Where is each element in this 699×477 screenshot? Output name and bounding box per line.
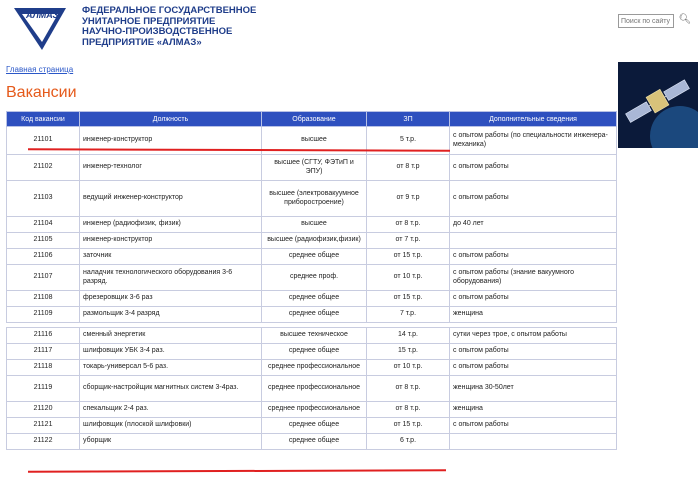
- search-icon[interactable]: 🔍︎: [678, 14, 692, 25]
- vacancy-code: 21105: [7, 233, 80, 249]
- table-row: [7, 249, 617, 265]
- vacancy-education: высшее техническое: [262, 328, 367, 344]
- vacancy-extra: до 40 лет: [450, 217, 617, 233]
- vacancy-salary: 14 т.р.: [367, 328, 450, 344]
- vacancy-extra: [450, 434, 617, 450]
- vacancy-position: сменный энергетик: [80, 328, 262, 344]
- vacancy-salary: от 8 т.р.: [367, 402, 450, 418]
- vacancy-extra: с опытом работы: [450, 155, 617, 181]
- vacancy-salary: от 8 т.р.: [367, 376, 450, 402]
- vacancy-salary: от 10 т.р.: [367, 265, 450, 291]
- satellite-photo: [618, 62, 698, 148]
- vacancy-education: среднее профессиональное: [262, 376, 367, 402]
- vacancy-position: инженер (радиофизик, физик): [80, 217, 262, 233]
- vacancy-position: инженер-технолог: [80, 155, 262, 181]
- table-row: [7, 418, 617, 434]
- vacancy-extra: с опытом работы: [450, 418, 617, 434]
- vacancies-table: [6, 111, 617, 450]
- org-line: ПРЕДПРИЯТИЕ «АЛМАЗ»: [82, 36, 202, 48]
- vacancy-position: инженер-конструктор: [80, 233, 262, 249]
- vacancy-education: среднее общее: [262, 249, 367, 265]
- vacancy-education: среднее общее: [262, 307, 367, 323]
- org-line: УНИТАРНОЕ ПРЕДПРИЯТИЕ: [82, 15, 216, 27]
- vacancy-salary: от 8 т.р: [367, 155, 450, 181]
- org-line: НАУЧНО-ПРОИЗВОДСТВЕННОЕ: [82, 26, 233, 37]
- organization-name: [82, 6, 282, 48]
- vacancy-code: 21108: [7, 291, 80, 307]
- vacancy-extra: женщина: [450, 402, 617, 418]
- vacancy-education: среднее общее: [262, 418, 367, 434]
- table-row: [7, 402, 617, 418]
- vacancy-extra: женщина 30-50лет: [450, 376, 617, 402]
- vacancy-extra: женщина: [450, 307, 617, 323]
- vacancy-position: уборщик: [80, 434, 262, 450]
- vacancy-position: ведущий инженер-конструктор: [80, 181, 262, 217]
- col-header-salary: ЗП: [367, 112, 450, 127]
- vacancy-code: 21121: [7, 418, 80, 434]
- vacancy-position: токарь-универсал 5-6 раз.: [80, 360, 262, 376]
- vacancy-education: высшее: [262, 217, 367, 233]
- vacancy-extra: с опытом работы: [450, 291, 617, 307]
- vacancy-extra: с опытом работы: [450, 344, 617, 360]
- table-header-row: [7, 112, 617, 127]
- search-input[interactable]: [618, 14, 674, 28]
- vacancy-education: среднее профессиональное: [262, 360, 367, 376]
- vacancy-code: 21101: [7, 127, 80, 155]
- table-row: [7, 181, 617, 217]
- vacancy-salary: от 7 т.р.: [367, 233, 450, 249]
- vacancy-position: сборщик-настройщик магнитных систем 3-4раз.: [80, 376, 262, 402]
- table-row: [7, 360, 617, 376]
- vacancy-code: 21103: [7, 181, 80, 217]
- vacancy-salary: от 8 т.р.: [367, 217, 450, 233]
- vacancy-extra: с опытом работы (по специальности инженера-механика): [450, 127, 617, 155]
- vacancy-salary: 7 т.р.: [367, 307, 450, 323]
- vacancy-salary: от 15 т.р.: [367, 291, 450, 307]
- vacancy-education: высшее (радиофизик,физик): [262, 233, 367, 249]
- vacancy-salary: 5 т.р.: [367, 127, 450, 155]
- vacancy-salary: 15 т.р.: [367, 344, 450, 360]
- vacancy-position: фрезеровщик 3-6 раз: [80, 291, 262, 307]
- vacancy-position: спекальщик 2-4 раз.: [80, 402, 262, 418]
- col-header-code: Код вакансии: [7, 112, 80, 127]
- vacancy-extra: [450, 233, 617, 249]
- vacancy-salary: от 10 т.р.: [367, 360, 450, 376]
- vacancy-code: 21118: [7, 360, 80, 376]
- vacancy-code: 21106: [7, 249, 80, 265]
- page-title: Вакансии: [6, 84, 77, 101]
- vacancy-code: 21122: [7, 434, 80, 450]
- vacancy-extra: с опытом работы (знание вакуумного оборудования): [450, 265, 617, 291]
- vacancy-salary: 6 т.р.: [367, 434, 450, 450]
- vacancy-education: среднее общее: [262, 434, 367, 450]
- table-row: [7, 344, 617, 360]
- vacancy-code: 21102: [7, 155, 80, 181]
- vacancy-code: 21116: [7, 328, 80, 344]
- vacancy-education: высшее (электровакуумное приборостроение): [262, 181, 367, 217]
- vacancy-position: заточник: [80, 249, 262, 265]
- vacancy-education: среднее общее: [262, 291, 367, 307]
- col-header-position: Должность: [80, 112, 262, 127]
- vacancy-position: инженер-конструктор: [80, 127, 262, 155]
- vacancy-salary: от 9 т.р: [367, 181, 450, 217]
- vacancy-code: 21109: [7, 307, 80, 323]
- vacancy-education: высшее: [262, 127, 367, 155]
- vacancy-code: 21107: [7, 265, 80, 291]
- highlight-underline: [28, 469, 446, 472]
- table-row: [7, 233, 617, 249]
- vacancy-education: высшее (СГТУ, ФЭТиП и ЭПУ): [262, 155, 367, 181]
- vacancy-code: 21117: [7, 344, 80, 360]
- vacancy-extra: с опытом работы: [450, 249, 617, 265]
- col-header-extra: Дополнительные сведения: [450, 112, 617, 127]
- breadcrumb-home-link[interactable]: Главная страница: [6, 65, 74, 74]
- vacancy-salary: от 15 т.р.: [367, 249, 450, 265]
- vacancy-education: среднее проф.: [262, 265, 367, 291]
- vacancy-extra: с опытом работы: [450, 360, 617, 376]
- vacancy-position: размольщик 3-4 разряд: [80, 307, 262, 323]
- table-row: [7, 265, 617, 291]
- table-row: [7, 217, 617, 233]
- logo-text: АЛМАЗ: [26, 10, 59, 20]
- vacancy-extra: сутки через трое, с опытом работы: [450, 328, 617, 344]
- vacancy-code: 21120: [7, 402, 80, 418]
- table-row: [7, 155, 617, 181]
- table-row: [7, 291, 617, 307]
- col-header-education: Образование: [262, 112, 367, 127]
- table-row: [7, 328, 617, 344]
- org-line: ФЕДЕРАЛЬНОЕ ГОСУДАРСТВЕННОЕ: [82, 5, 257, 16]
- vacancy-code: 21119: [7, 376, 80, 402]
- vacancy-education: среднее профессиональное: [262, 402, 367, 418]
- vacancy-education: среднее общее: [262, 344, 367, 360]
- vacancy-position: наладчик технологического оборудования 3-6 разряд.: [80, 265, 262, 291]
- vacancy-extra: с опытом работы: [450, 181, 617, 217]
- table-row: [7, 376, 617, 402]
- vacancy-code: 21104: [7, 217, 80, 233]
- table-row: [7, 307, 617, 323]
- vacancy-position: шлифовщик УБК 3-4 раз.: [80, 344, 262, 360]
- vacancy-position: шлифовщик (плоской шлифовки): [80, 418, 262, 434]
- table-row: [7, 434, 617, 450]
- almaz-logo[interactable]: [8, 4, 72, 54]
- vacancy-salary: от 15 т.р.: [367, 418, 450, 434]
